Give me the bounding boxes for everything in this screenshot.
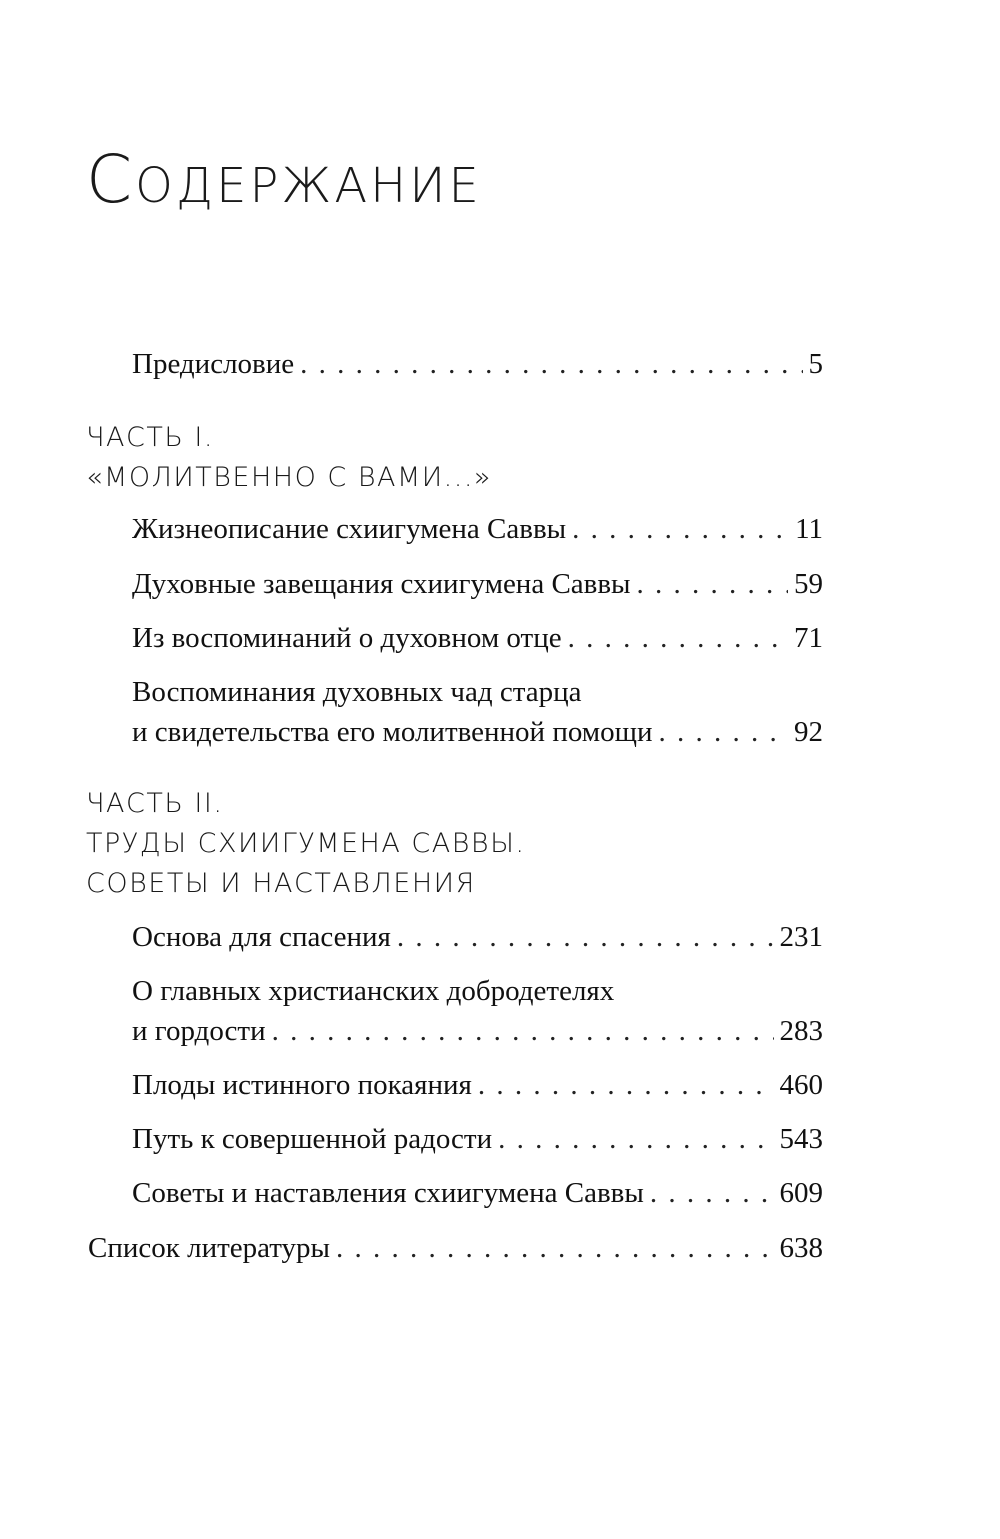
toc-entry-title: Предисловие [132,348,295,380]
part-heading-line: ЧАСТЬ I. [86,422,214,453]
toc-entry-page: 638 [779,1232,823,1264]
toc-entry[interactable] [132,917,823,957]
leader-dots [650,1173,774,1213]
toc-entry-title: Плоды истинного покаяния [132,1069,472,1101]
toc-entry-page: 59 [794,568,823,600]
title-rest: ОДЕРЖАНИЕ [135,158,482,214]
toc-entry-title: и свидетельства его молитвенной помощи [132,716,653,748]
leader-dots [300,344,802,384]
toc-entry-page: 11 [795,513,823,545]
toc-entry-page: 543 [779,1123,823,1155]
leader-dots [478,1065,774,1105]
toc-entry-title: Жизнеописание схиигумена Саввы [132,513,567,545]
leader-dots [498,1119,773,1159]
toc-entry-title: Духовные завещания схиигумена Саввы [132,568,631,600]
part-2-heading [86,784,526,904]
toc-entry-title-line1: Воспоминания духовных чад старца [132,676,582,708]
toc-entry[interactable] [132,1173,823,1213]
toc-entry-page: 5 [808,348,823,380]
toc-entry-title: Список литературы [88,1232,331,1264]
toc-entry[interactable] [132,672,823,752]
toc-entry-title: Из воспоминаний о духовном отце [132,622,562,654]
toc-entry-page: 609 [779,1177,823,1209]
toc-entry-title: Путь к совершенной радости [132,1123,493,1155]
part-1-heading [86,418,492,498]
toc-entry[interactable] [132,1065,823,1105]
leader-dots [272,1011,774,1051]
toc-entry-title: Советы и наставления схиигумена Саввы [132,1177,644,1209]
leader-dots [659,712,789,752]
toc-entry-page: 283 [779,1015,823,1047]
toc-entry[interactable] [132,1119,823,1159]
toc-entry[interactable] [132,564,823,604]
toc-entry-bibliography[interactable] [88,1228,823,1268]
toc-entry-preface[interactable] [132,344,823,384]
part-heading-line: «МОЛИТВЕННО С ВАМИ...» [86,462,492,493]
leader-dots [397,917,774,957]
toc-entry-page: 460 [779,1069,823,1101]
toc-entry-title: и гордости [132,1015,266,1047]
part-heading-line: ТРУДЫ СХИИГУМЕНА САВВЫ. [86,828,526,859]
toc-entry-page: 92 [794,716,823,748]
toc-entry[interactable] [132,618,823,658]
leader-dots [568,618,788,658]
toc-entry[interactable] [132,509,823,549]
part-heading-line: ЧАСТЬ II. [86,788,224,819]
toc-entry-page: 71 [794,622,823,654]
page-title [86,140,482,226]
part-heading-line: СОВЕТЫ И НАСТАВЛЕНИЯ [86,868,476,899]
leader-dots [637,564,788,604]
toc-entry-title-line1: О главных христианских добродетелях [132,975,615,1007]
leader-dots [336,1228,773,1268]
toc-entry-title: Основа для спасения [132,921,391,953]
toc-entry-page: 231 [779,921,823,953]
title-initial: С [86,141,136,218]
toc-entry[interactable] [132,971,823,1051]
leader-dots [572,509,789,549]
